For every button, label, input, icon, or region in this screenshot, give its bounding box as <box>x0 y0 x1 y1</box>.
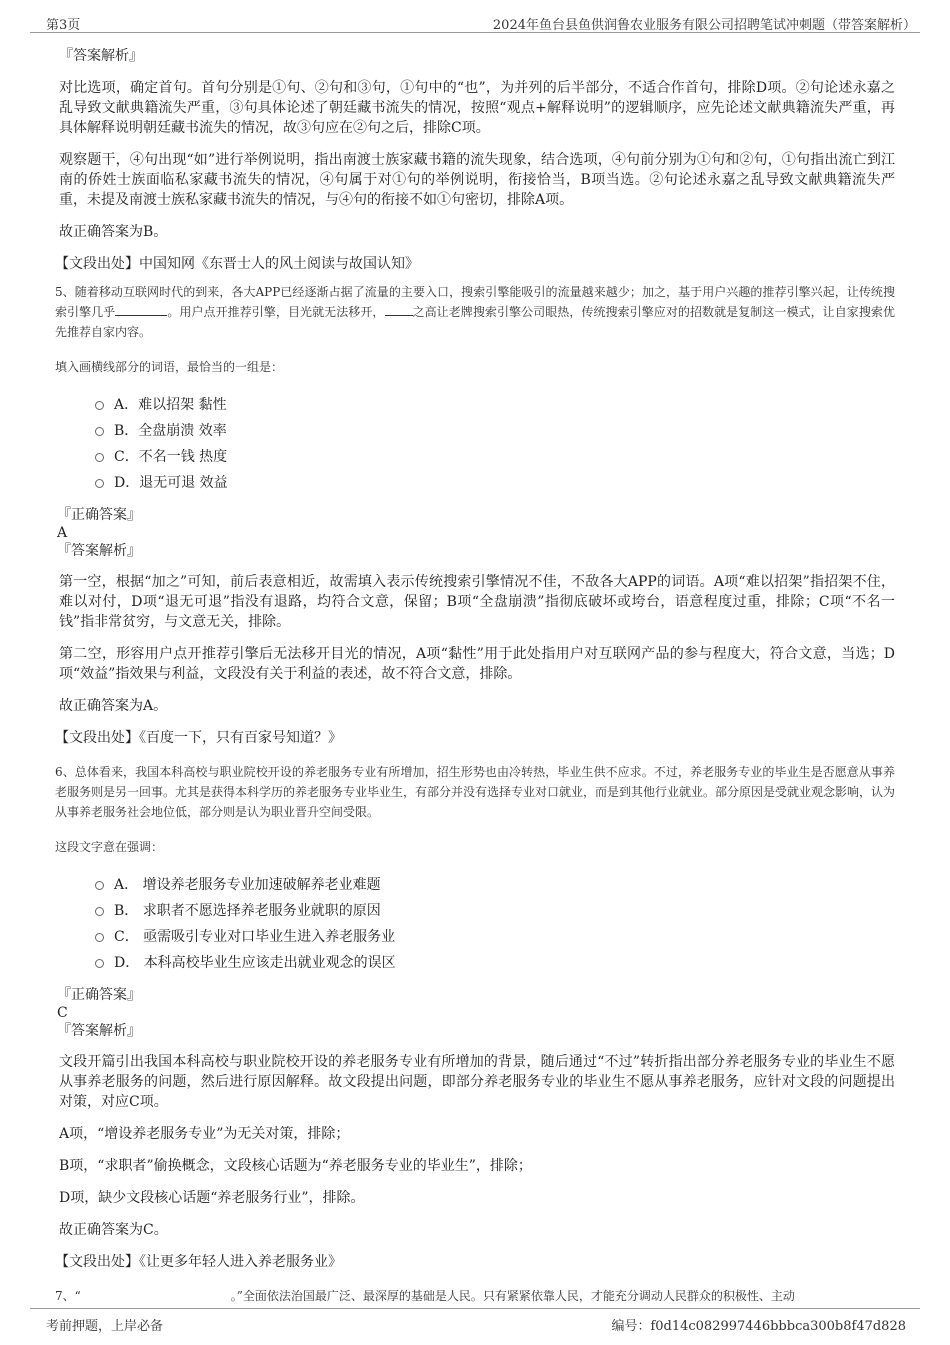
radio-icon[interactable] <box>95 933 104 942</box>
question-text: 。”全面依法治国最广泛、最深厚的基础是人民。只有紧紧依靠人民，才能充分调动人民群众的积极性、主动 <box>230 1289 795 1303</box>
option-list <box>95 392 895 496</box>
option-text: 全盘崩溃 效率 <box>138 423 227 439</box>
option-text: 增设养老服务专业加速破解养老业难题 <box>142 877 381 893</box>
option-b[interactable] <box>95 418 895 444</box>
radio-icon[interactable] <box>95 427 104 436</box>
analysis-label: 『答案解析』 <box>57 1023 141 1039</box>
document-title: 2024年鱼台县鱼供润鲁农业服务有限公司招聘笔试冲刺题（带答案解析） <box>492 18 916 33</box>
correct-answer: A <box>57 525 68 541</box>
radio-icon[interactable] <box>95 479 104 488</box>
analysis-label: 『答案解析』 <box>59 48 143 64</box>
correct-answer-label: 『正确答案』 <box>57 507 141 523</box>
answer-conclusion: 故正确答案为C。 <box>59 1222 168 1238</box>
page-number: 第3页 <box>46 18 81 33</box>
radio-icon[interactable] <box>95 959 104 968</box>
radio-icon[interactable] <box>95 881 104 890</box>
source-citation: 【文段出处】《让更多年轻人进入养老服务业》 <box>55 1254 342 1270</box>
source-citation: 【文段出处】《百度一下，只有百家号知道？》 <box>55 730 342 746</box>
option-a[interactable] <box>95 872 895 898</box>
option-a[interactable] <box>95 392 895 418</box>
source-citation: 【文段出处】中国知网《东晋士人的风土阅读与故国认知》 <box>55 256 419 272</box>
radio-icon[interactable] <box>95 401 104 410</box>
option-text: 难以招架 黏性 <box>138 397 227 413</box>
radio-icon[interactable] <box>95 453 104 462</box>
analysis-paragraph: 第一空，根据“加之”可知，前后表意相近，故需填入表示传统搜索引擎情况不佳，不敌各大APP的词语。A项“难以招架”指招架不住，难以对付，D项“退无可退”指没有退路，均符合文意，保留；B项“全盘崩溃”指彻底破坏或垮台，语意程度过重，排除；C项“不名一钱”指非常贫穷，与文意无关，排除。 <box>59 574 895 630</box>
analysis-paragraph: B项，“求职者”偷换概念，文段核心话题为“养老服务专业的毕业生”，排除； <box>59 1158 532 1174</box>
answer-conclusion: 故正确答案为A。 <box>59 698 168 714</box>
question-stem <box>55 282 895 342</box>
option-letter: C． <box>114 929 139 945</box>
question-text: 5、随着移动互联网时代的到来，各大APP已经逐渐占据了流量的主要入口，搜索引擎能吸引的流量越来越少；加之，基于用户兴趣的推荐引擎兴起，让传统搜索引擎几乎 <box>55 285 895 319</box>
page-header <box>30 14 920 33</box>
option-letter: D． <box>114 955 140 971</box>
fill-blank <box>385 303 413 316</box>
footer-slogan: 考前押题，上岸必备 <box>46 1319 164 1334</box>
question-text: 。用户点开推荐引擎，目光就无法移开， <box>167 305 385 319</box>
analysis-paragraph: 观察题干，④句出现“如”进行举例说明，指出南渡士族家藏书籍的流失现象，结合选项，④句前分别为①句和②句，①句指出流亡到江南的侨姓士族面临私家藏书流失的情况，④句属于对①句的举例说明，衔接恰当，B项当选。②句论述永嘉之乱导致文献典籍流失严重，未提及南渡士族私家藏书流失的情况，与④句的衔接不如①句密切，排除A项。 <box>59 152 895 208</box>
option-list <box>95 872 895 976</box>
question-text: 之高让老牌搜索引擎公司眼热，传统搜索引擎应对的招数就是复制这一模式，让自家搜索优先推荐自家内容。 <box>55 305 895 339</box>
question-prompt: 填入画横线部分的词语，最恰当的一组是： <box>55 360 284 374</box>
option-letter: D． <box>114 475 140 491</box>
analysis-paragraph: 第二空，形容用户点开推荐引擎后无法移开目光的情况，A项“黏性”用于此处指用户对互联网产品的参与程度大，符合文意，当选；D项“效益”指效果与利益，文段没有关于利益的表述，故不符合文意，排除。 <box>59 646 895 682</box>
correct-answer-label: 『正确答案』 <box>57 987 141 1003</box>
page-footer <box>30 1308 920 1334</box>
fill-blank <box>115 303 167 316</box>
analysis-label: 『答案解析』 <box>57 543 141 559</box>
option-text: 求职者不愿选择养老服务业就职的原因 <box>142 903 381 919</box>
option-b[interactable] <box>95 898 895 924</box>
option-letter: B． <box>114 423 139 439</box>
option-text: 亟需吸引专业对口毕业生进入养老服务业 <box>143 929 396 945</box>
option-letter: C． <box>114 449 139 465</box>
question-text: 7、“ <box>55 1289 81 1303</box>
option-text: 不名一钱 热度 <box>138 449 228 465</box>
option-text: 退无可退 效益 <box>139 475 228 491</box>
analysis-paragraph: A项，“增设养老服务专业”为无关对策，排除； <box>59 1126 350 1142</box>
question-prompt: 这段文字意在强调： <box>55 840 164 854</box>
question-stem <box>55 1286 895 1306</box>
correct-answer: C <box>57 1005 68 1021</box>
option-letter: A． <box>114 397 139 413</box>
radio-icon[interactable] <box>95 907 104 916</box>
question-stem: 6、总体看来，我国本科高校与职业院校开设的养老服务专业有所增加，招生形势也由冷转热，毕业生供不应求。不过，养老服务专业的毕业生是否愿意从事养老服务则是另一回事。尤其是获得本科学历的养老服务专业毕业生，有部分并没有选择专业对口就业，而是到其他行业就业。部分原因是受就业观念影响，认为从事养老服务社会地位低，部分则是认为职业晋升空间受限。 <box>55 765 896 819</box>
option-letter: B． <box>114 903 139 919</box>
analysis-paragraph: 文段开篇引出我国本科高校与职业院校开设的养老服务专业有所增加的背景，随后通过“不过”转折指出部分养老服务专业的毕业生不愿从事养老服务的问题，然后进行原因解释。故文段提出问题，即部分养老服务专业的毕业生不愿从事养老服务，应针对文段的问题提出对策，对应C项。 <box>59 1054 895 1110</box>
option-letter: A． <box>114 877 139 893</box>
option-d[interactable] <box>95 470 895 496</box>
option-c[interactable] <box>95 444 895 470</box>
document-id: 编号：f0d14c082997446bbbca300b8f47d828 <box>611 1319 906 1334</box>
document-content <box>55 40 895 1306</box>
option-d[interactable] <box>95 950 895 976</box>
option-text: 本科高校毕业生应该走出就业观念的误区 <box>143 955 396 971</box>
analysis-paragraph: D项，缺少文段核心话题“养老服务行业”，排除。 <box>59 1190 365 1206</box>
option-c[interactable] <box>95 924 895 950</box>
answer-conclusion: 故正确答案为B。 <box>59 224 168 240</box>
analysis-paragraph: 对比选项，确定首句。首句分别是①句、②句和③句，①句中的“也”，为并列的后半部分，不适合作首句，排除D项。②句论述永嘉之乱导致文献典籍流失严重，③句具体论述了朝廷藏书流失的情况，按照“观点+解释说明”的逻辑顺序，应先论述文献典籍流失严重，再具体解释说明朝廷藏书流失的情况，故③句应在②句之后，排除C项。 <box>59 80 895 136</box>
